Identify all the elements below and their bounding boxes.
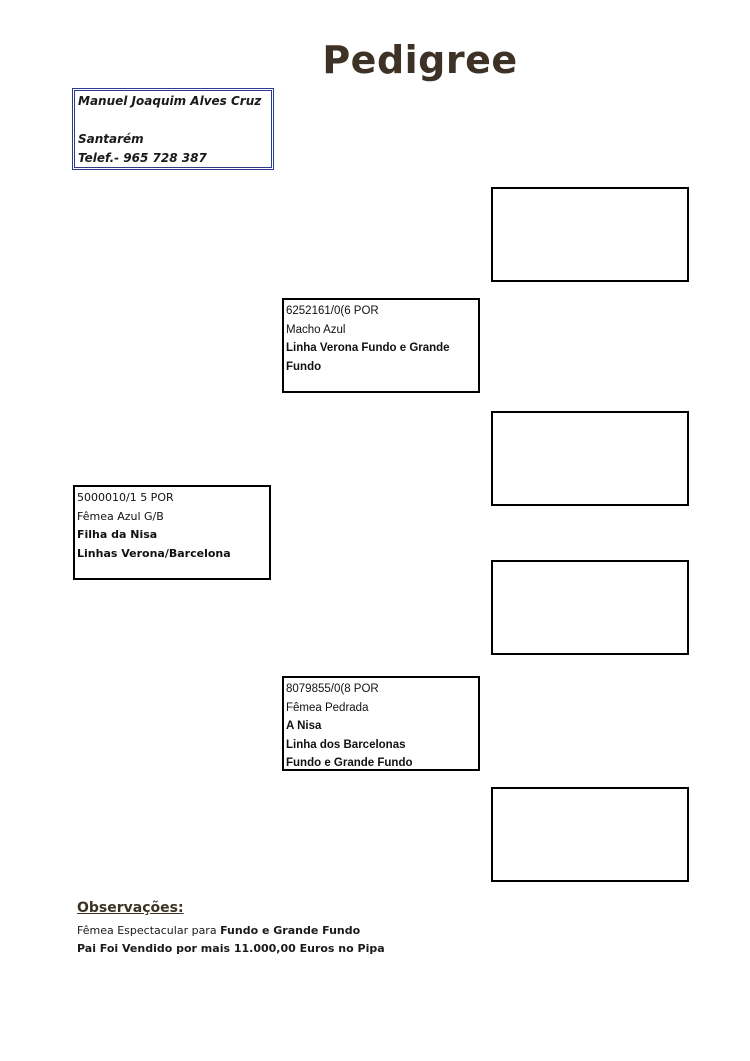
subject-ring: 5000010/1 5 POR [77, 491, 174, 504]
dam-name: A Nisa [286, 720, 322, 732]
pedigree-box-sire-sire [491, 187, 689, 282]
pedigree-box-dam-dam [491, 787, 689, 882]
observations-heading: Observações: [77, 900, 184, 916]
sire-line-2: Fundo [286, 360, 322, 373]
dam-ring: 8079855/0(8 POR [286, 683, 379, 695]
subject-description: Fêmea Azul G/B [77, 509, 164, 523]
owner-info-box [72, 88, 274, 170]
pedigree-box-sire-dam [491, 411, 689, 506]
observations-line-1-prefix: Fêmea Espectacular para [77, 924, 221, 937]
pedigree-box-sire [282, 298, 480, 393]
page-title: Pedigree [322, 38, 518, 82]
pedigree-box-dam-sire [491, 560, 689, 655]
pedigree-box-dam [282, 676, 480, 771]
subject-lines: Linhas Verona/Barcelona [77, 546, 231, 560]
observations-section [77, 900, 385, 958]
dam-description: Fêmea Pedrada [286, 701, 369, 714]
observations-line-1 [77, 922, 385, 940]
dam-line-1: Linha dos Barcelonas [286, 738, 406, 751]
owner-name: Manuel Joaquim Alves Cruz [78, 94, 262, 108]
subject-parentage: Filha da Nisa [77, 528, 158, 541]
observations-line-2: Pai Foi Vendido por mais 11.000,00 Euros no Pipa [77, 942, 385, 955]
dam-line-2: Fundo e Grande Fundo [286, 757, 413, 769]
sire-description: Macho Azul [286, 323, 346, 336]
owner-phone: Telef.- 965 728 387 [78, 151, 207, 165]
observations-line-1-bold: Fundo e Grande Fundo [220, 924, 361, 937]
sire-ring: 6252161/0(6 POR [286, 305, 379, 317]
owner-city: Santarém [78, 132, 144, 146]
sire-line-1: Linha Verona Fundo e Grande [286, 342, 450, 354]
pedigree-box-subject [73, 485, 271, 580]
